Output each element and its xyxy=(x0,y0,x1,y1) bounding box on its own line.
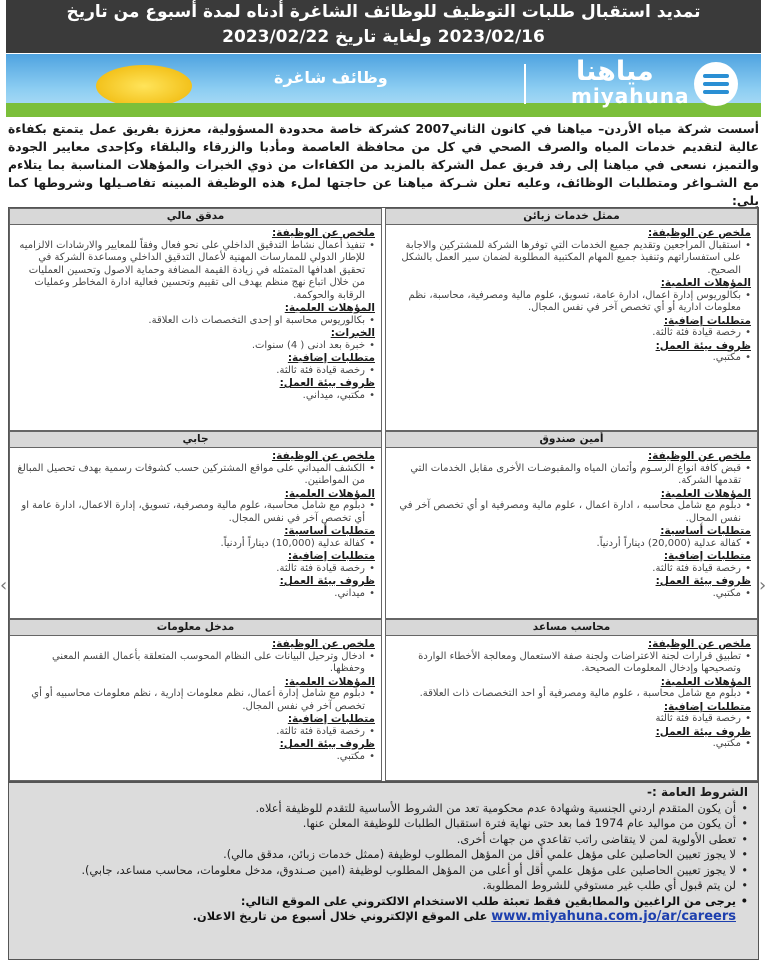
header-line-1: تمديد استقبال طلبات التوظيف للوظائف الشاغرة أدناه لمدة أسبوع من تاريخ xyxy=(66,2,701,22)
section-label: ظروف بيئة العمل: xyxy=(279,377,375,389)
section-item: • مكتبي. xyxy=(392,352,751,365)
section-item: • رخصة قيادة فئة ثالثة. xyxy=(392,327,751,340)
section-label: ملخص عن الوظيفة: xyxy=(647,227,751,239)
section-item: • تنفيذ أعمال نشاط التدقيق الداخلي على نحو فعال وفقاً للمعايير والارشادات الالزاميه للإطار الدولي للممارسات المهنية لأعمال التدقيق الداخلي ومساعدة الشركة في تحقيق اهدافها المتمثله في زيادة القيمة المضافة وحماية الاصول وتحسين العمليات من خلال اتباع نهج منظم يهدف الى تقييم وتحسين فعالية ادارة المخاطر وعمليات الرقابة والحوكمة. xyxy=(16,240,375,303)
section-label: متطلبات أساسية: xyxy=(660,525,751,537)
careers-link[interactable]: www.miyahuna.com.jo/ar/careers xyxy=(491,909,736,924)
job-card xyxy=(385,431,758,619)
section-label: ملخص عن الوظيفة: xyxy=(647,450,751,462)
section-item: • قبض كافة انواع الرسـوم وأثمان المياه والمقبوضـات الأخرى مقابل الخدمات التي تقدمها الشركة. xyxy=(392,463,751,488)
section-item: • كفالة عدلية (10,000) ديناراً أردنياً. xyxy=(16,538,375,551)
section-item: • رخصة قيادة فئة ثالثة xyxy=(392,713,751,726)
brand-name-english: miyahuna xyxy=(571,84,690,108)
apply-tail: على الموقع الإلكتروني خلال أسبوع من تاريخ الاعلان. xyxy=(192,910,488,923)
apply-text: يرجى من الراغبين والمطابقين فقط تعبئة طلب الاستخدام الالكتروني على الموقع التالي: xyxy=(240,894,736,908)
job-title: جابي xyxy=(10,432,381,448)
section-item: • دبلوم مع شامل إدارة أعمال، نظم معلومات إدارية ، نظم معلومات محاسبيه أو أي تخصص آخر في نفس المجال. xyxy=(16,688,375,713)
announcement-header xyxy=(6,0,761,53)
section-label: المؤهلات العلمية: xyxy=(660,487,751,500)
condition-item: • أن يكون من مواليد عام 1974 فما بعد حتى نهاية فترة استقبال الطلبات للوظيفة المعلن عنها. xyxy=(19,816,748,832)
section-item: • بكالوريوس محاسبة او إحدى التخصصات ذات العلاقة. xyxy=(16,315,375,328)
job-card xyxy=(385,208,758,431)
water-drop-logo-icon xyxy=(694,62,738,106)
section-label: ظروف بيئة العمل: xyxy=(655,339,751,352)
section-item: • بكالوريوس إدارة اعمال، ادارة عامة، تسويق، علوم مالية ومصرفية، محاسبة، نظم معلومات ادارية أو أي تخصص آخر في نفس المجال. xyxy=(392,290,751,315)
scroll-right-icon[interactable]: › xyxy=(759,575,767,596)
section-label: متطلبات أساسية: xyxy=(284,525,375,537)
job-title: مدخل معلومات xyxy=(10,620,381,636)
section-label: المؤهلات العلمية: xyxy=(660,277,751,289)
banner-tagline: وظائف شاغرة xyxy=(274,68,388,87)
condition-item: • أن يكون المتقدم اردني الجنسية وشهادة عدم محكومية تعد من الشروط الأساسية للتقدم للوظيفة أعلاه. xyxy=(19,801,748,817)
section-label: ظروف بيئة العمل: xyxy=(279,738,375,750)
section-item: • ادخال وترحيل البيانات على النظام المحوسب المتعلقة بأعمال القسم المعني وحفظها. xyxy=(16,651,375,676)
job-title: ممثل خدمات زبائن xyxy=(386,209,757,225)
section-label: ظروف بيئة العمل: xyxy=(655,725,751,738)
section-item: • خبرة بعد ادنى ( 4) سنوات. xyxy=(16,340,375,353)
section-item: • رخصة قيادة فئة ثالثة. xyxy=(16,563,375,576)
section-item: • دبلوم مع شامل محاسبة، علوم مالية ومصرفية، تسويق، إدارة الاعمال، ادارة عامة او أي تخصص آخر في نفس المجال. xyxy=(16,500,375,525)
company-intro: أسست شركة مياه الأردن– مياهنا في كانون الثاني2007 كشركة خاصة محدودة المسؤولية، معززة بفريق عمل يتمتع بكفاءة عالية لتقديم خدمات المياه والصرف الصحي في كل من محافظة العاصمة ومأدبا والزرقاء والبلقاء وكإحدى معايير الجودة والتميز، نسعى في مياهنا إلى رفد فريق عمل الشركة بالمزيد من الكفاءات من ذوي الخبرات والمؤهلات المناسبة بما يتلاءم مع الشـواغر ومتطلبات الوظائف، وعليه تعلن شـركة مياهنا عن حاجتها لملء هذه الوظيفة المبينه تفاصـيلها وشروطها كما يلي: xyxy=(8,122,759,208)
section-label: المؤهلات العلمية: xyxy=(284,675,375,688)
section-item: • استقبال المراجعين وتقديم جميع الخدمات التي توفرها الشركة للمشتركين والاجابة على استفساراتهم وتنفيذ جميع المهام المكتبية المطلوبة لضمان سير العمل بالشكل الصحيح. xyxy=(392,240,751,278)
section-label: متطلبات إضافية: xyxy=(287,550,375,562)
section-label: ظروف بيئة العمل: xyxy=(655,575,751,587)
section-item: • رخصة قيادة فئة ثالثة. xyxy=(392,563,751,576)
job-title: محاسب مساعد xyxy=(386,620,757,636)
section-item: • مكتبي. xyxy=(392,588,751,601)
section-item: • الكشف الميداني على مواقع المشتركين حسب كشوفات رسمية بهدف تحصيل المبالغ من المواطنين. xyxy=(16,463,375,488)
section-item: • مكتبي. xyxy=(16,751,375,764)
section-item: • رخصة قيادة فئة ثالثة. xyxy=(16,726,375,739)
section-item: • مكتبي. xyxy=(392,738,751,751)
brand-name-arabic: مياهنا xyxy=(576,56,654,87)
apply-instructions xyxy=(19,894,748,925)
section-label: متطلبات إضافية: xyxy=(663,550,751,562)
section-item: • ميداني. xyxy=(16,588,375,601)
section-label: ظروف بيئة العمل: xyxy=(279,575,375,587)
section-label: متطلبات إضافية: xyxy=(663,314,751,327)
job-title: مدقق مالي xyxy=(10,209,381,225)
section-item: • دبلوم مع شامل محاسبه ، ادارة اعمال ، علوم مالية ومصرفية او أي تخصص آخر في نفس المجال. xyxy=(392,500,751,525)
job-title: أمين صندوق xyxy=(386,432,757,448)
section-item: • دبلوم مع شامل محاسبة ، علوم مالية ومصرفية أو احد التخصصات ذات العلاقة. xyxy=(392,688,751,701)
section-label: ملخص عن الوظيفة: xyxy=(271,450,375,462)
general-conditions-title: الشروط العامة :- xyxy=(647,785,748,799)
section-label: المؤهلات العلمية: xyxy=(660,675,751,688)
condition-item: • لا يجوز تعيين الحاصلين على مؤهل علمي أقل أو أعلى من المؤهل المطلوب لوظيفة (امين صـندوق، مدخل معلومات، محاسب مساعد، جابي). xyxy=(19,863,748,879)
section-label: المؤهلات العلمية: xyxy=(284,302,375,314)
section-label: متطلبات إضافية: xyxy=(287,352,375,364)
section-label: ملخص عن الوظيفة: xyxy=(647,638,751,650)
banner-divider xyxy=(524,64,526,104)
sun-icon xyxy=(96,65,192,107)
jobs-grid xyxy=(8,207,759,782)
condition-item: • لن يتم قبول أي طلب غير مستوفي للشروط المطلوبة. xyxy=(19,878,748,894)
condition-item: • لا يجوز تعيين الحاصلين على مؤهل علمي أقل من المؤهل المطلوب لوظيفة (ممثل خدمات زبائن، مدقق مالي). xyxy=(19,847,748,863)
condition-item: • تعطى الأولوية لمن لا يتقاضى راتب تقاعدي من جهات أخرى. xyxy=(19,832,748,848)
section-item: • كفالة عدلية (20,000) ديناراً أردنياً. xyxy=(392,538,751,551)
section-item: • مكتبي، ميداني. xyxy=(16,390,375,403)
section-item: • تطبيق قرارات لجنة الاعتراضات ولجنة صفة الاستعمال ومعالجة الأخطاء الواردة وتصحيحها وإدخال المعلومات الصحيحة. xyxy=(392,651,751,676)
job-card xyxy=(9,619,382,781)
header-line-2: 2023/02/16 ولغاية تاريخ 2023/02/22 xyxy=(222,27,545,47)
section-label: المؤهلات العلمية: xyxy=(284,487,375,500)
section-label: ملخص عن الوظيفة: xyxy=(271,227,375,239)
job-card xyxy=(9,431,382,619)
section-label: متطلبات إضافية: xyxy=(663,700,751,713)
scroll-left-icon[interactable]: ‹ xyxy=(0,575,8,596)
section-label: ملخص عن الوظيفة: xyxy=(271,638,375,650)
section-item: • رخصة قيادة فئة ثالثة. xyxy=(16,365,375,378)
general-conditions xyxy=(8,782,759,960)
company-banner xyxy=(6,54,761,117)
job-card xyxy=(385,619,758,781)
section-label: الخبرات: xyxy=(330,327,375,339)
section-label: متطلبات إضافية: xyxy=(287,713,375,725)
job-card xyxy=(9,208,382,431)
